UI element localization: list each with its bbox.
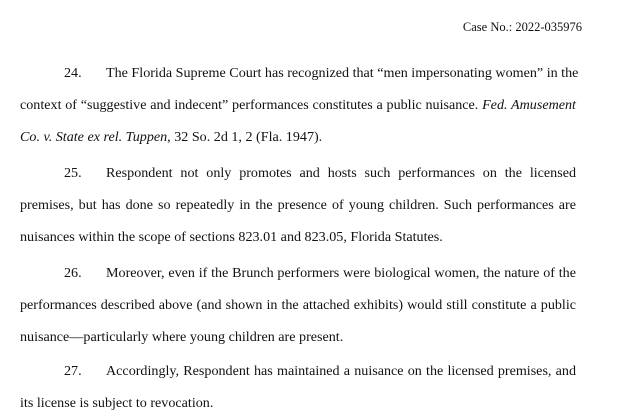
paragraph-25-number: 25. xyxy=(64,165,82,181)
paragraph-24-number: 24. xyxy=(64,65,82,81)
paragraph-26-line-2 xyxy=(20,296,576,314)
paragraph-24-text-1: The Florida Supreme Court has recognized that “men impersonating women” in the xyxy=(106,65,579,81)
case-number: Case No.: 2022-035976 xyxy=(462,20,582,34)
paragraph-24-citation-case: Co. v. State ex rel. Tuppen xyxy=(20,129,168,145)
paragraph-27-number: 27. xyxy=(64,363,82,379)
paragraph-26-line-1 xyxy=(64,264,576,282)
paragraph-27-text-1: Accordingly, Respondent has maintained a nuisance on the licensed premises, and xyxy=(106,363,576,379)
paragraph-25-line-3 xyxy=(20,228,443,246)
paragraph-27-line-1 xyxy=(64,362,576,380)
paragraph-27-text-2: its license is subject to revocation. xyxy=(20,395,214,411)
paragraph-25-line-1 xyxy=(64,164,576,182)
paragraph-24-citation-start: Fed. Amusement xyxy=(482,97,576,113)
paragraph-26-line-3 xyxy=(20,328,343,346)
paragraph-24-line-2 xyxy=(20,96,576,114)
paragraph-25-text-3: nuisances within the scope of sections 823.01 and 823.05, Florida Statutes. xyxy=(20,229,443,245)
paragraph-26-number: 26. xyxy=(64,265,82,281)
paragraph-24-text-2: context of “suggestive and indecent” performances constitutes a public nuisance. xyxy=(20,97,479,113)
paragraph-26-text-2: performances described above (and shown in the attached exhibits) would still constitute a public xyxy=(20,297,576,313)
paragraph-25-text-2: premises, but has done so repeatedly in the presence of young children. Such performances are xyxy=(20,197,576,213)
paragraph-25-text-1: Respondent not only promotes and hosts such performances on the licensed xyxy=(106,165,576,181)
paragraph-25-line-2 xyxy=(20,196,576,214)
paragraph-26-text-1: Moreover, even if the Brunch performers were biological women, the nature of the xyxy=(106,265,576,281)
paragraph-27-line-2 xyxy=(20,394,213,412)
paragraph-24-line-3 xyxy=(20,128,322,146)
paragraph-24-citation-reporter: , 32 So. 2d 1, 2 (Fla. 1947). xyxy=(167,129,323,145)
paragraph-24-line-1 xyxy=(64,64,579,82)
paragraph-26-text-3: nuisance—particularly where young children are present. xyxy=(20,329,344,345)
